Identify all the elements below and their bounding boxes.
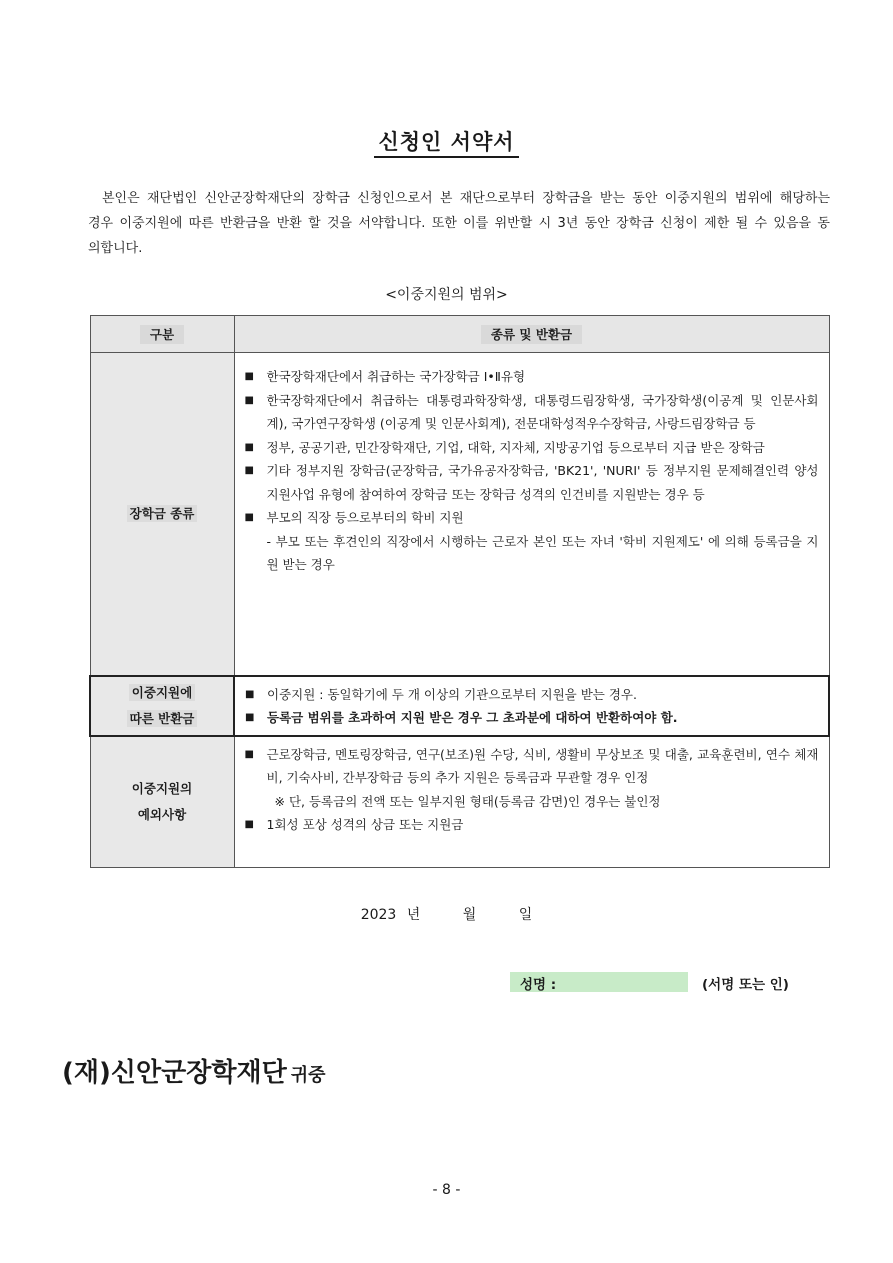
bullet-icon: ■ (245, 711, 255, 723)
page-number: - 8 - (432, 1182, 461, 1198)
contents-scholarship-types (234, 353, 829, 676)
bullet-icon: ■ (244, 819, 254, 830)
list-item: ■ 부모의 직장 등으로부터의 학비 지원 (245, 506, 819, 530)
table-row-exceptions (90, 736, 829, 868)
bullet-icon: ■ (244, 441, 254, 453)
category-exceptions: 이중지원의 예외사항 (90, 736, 234, 868)
table-row-refund (90, 676, 829, 736)
signature-label: 성명 : (520, 977, 557, 993)
double-support-table (89, 315, 830, 868)
list-item: ■ 기타 정부지원 장학금(군장학금, 국가유공자장학금, 'BK21', 'NURI' 등 정부지원 문제해결인력 양성지원사업 유형에 참여하여 장학금 또는 장학금 성격의 인건비를 지원받는 경우 등 (245, 459, 819, 506)
note-item: ※ 단, 등록금의 전액 또는 일부지원 형태(등록금 감면)인 경우는 불인정 (274, 793, 661, 809)
bullet-icon: ■ (244, 465, 254, 476)
contents-refund (234, 676, 829, 736)
category-scholarship-types: 장학금 종류 (90, 353, 234, 676)
sub-item: - 부모 또는 후견인의 직장에서 시행하는 근로자 본인 또는 자녀 '학비 지원제도' 에 의해 등록금을 지원 받는 경우 (266, 533, 819, 572)
header-contents: 종류 및 반환금 (234, 316, 829, 353)
bullet-icon: ■ (245, 688, 255, 700)
header-category: 구분 (90, 316, 234, 353)
bullet-icon: ■ (244, 748, 254, 760)
date-line (0, 904, 893, 924)
list-item: ■ 정부, 공공기관, 민간장학재단, 기업, 대학, 지자체, 지방공기업 등으로부터 지급 받은 장학금 (245, 436, 819, 460)
table-row-scholarship-types (90, 353, 829, 676)
date-day-unit: 일 (518, 907, 533, 923)
list-item: ■ 등록금 범위를 초과하여 지원 받은 경우 그 초과분에 대하여 반환하여야 함. (245, 706, 818, 729)
list-item: ■ 1회성 포상 성격의 상금 또는 지원금 (245, 813, 819, 837)
list-item: ■ 이중지원 : 동일학기에 두 개 이상의 기관으로부터 지원을 받는 경우. (245, 683, 818, 706)
intro-paragraph: 본인은 재단법인 신안군장학재단의 장학금 신청인으로서 본 재단으로부터 장학금을 받는 동안 이중지원의 범위에 해당하는 경우 이중지원에 따른 반환금을 반환 할 것을 서약합니다. 또한 이를 위반할 시 3년 동안 장학금 신청이 제한 될 수 있음을 동의합니다. (88, 191, 830, 256)
bullet-icon: ■ (244, 394, 254, 406)
table-caption: <이중지원의 범위> (385, 287, 508, 303)
page-title: 신청인 서약서 (0, 126, 893, 156)
date-year-unit: 년 (406, 907, 421, 923)
list-item: ■ 한국장학재단에서 취급하는 대통령과학장학생, 대통령드림장학생, 국가장학생(이공계 및 인문사회계), 국가연구장학생 (이공계 및 인문사회계), 전문대학성적우수장학금, 사랑드림장학금 등 (245, 389, 819, 436)
table-header-row (90, 316, 829, 353)
contents-exceptions (234, 736, 829, 868)
bullet-icon: ■ (244, 512, 254, 523)
date-month-unit: 월 (462, 907, 477, 923)
list-item: ■ 근로장학금, 멘토링장학금, 연구(보조)원 수당, 식비, 생활비 무상보조 및 대출, 교육훈련비, 연수 체재비, 기숙사비, 간부장학금 등의 추가 지원은 등록금과 무관할 경우 인정 (245, 743, 819, 790)
recipient-foundation: (재)신안군장학재단 귀중 (62, 1058, 326, 1088)
list-item: ■ 한국장학재단에서 취급하는 국가장학금 Ⅰ•Ⅱ유형 (245, 365, 819, 389)
date-year: 2023 (360, 907, 397, 923)
signature-line (510, 972, 810, 992)
bullet-icon: ■ (244, 371, 254, 382)
category-refund: 이중지원에 따른 반환금 (90, 676, 234, 736)
signature-suffix: (서명 또는 인) (702, 977, 789, 993)
